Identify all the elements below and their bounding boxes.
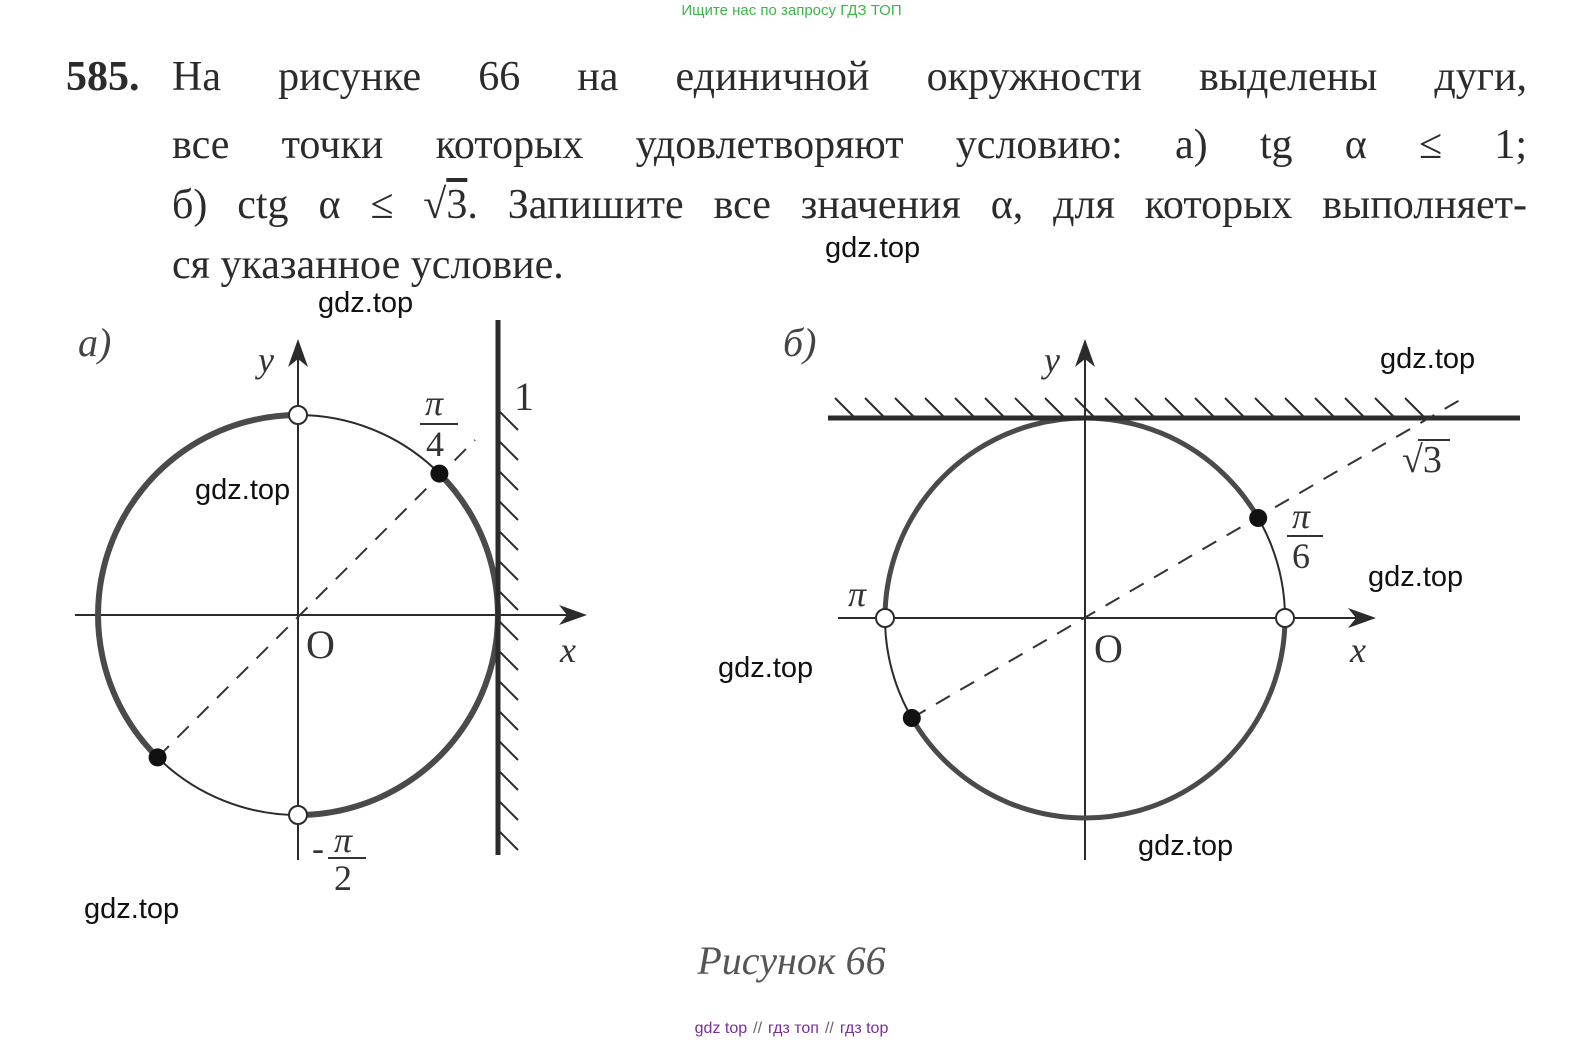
- figure-a-point-5pi4: [149, 748, 167, 766]
- figure-a-y-label: y: [258, 340, 274, 380]
- figure-a-pi4-num: π: [425, 383, 444, 423]
- figure-a-x-label: x: [560, 630, 576, 670]
- watermark: gdz.top: [84, 893, 180, 925]
- figure-b-pi6-den: 6: [1292, 536, 1310, 576]
- problem-line-3-c: . Запишите все значения α, для которых выполняет-: [467, 182, 1527, 228]
- watermark: gdz.top: [825, 232, 921, 264]
- watermark: gdz.top: [1368, 561, 1464, 593]
- problem-line-3-a: б) ctg α ≤ √: [172, 182, 447, 228]
- figure-caption: Рисунок 66: [697, 938, 886, 983]
- figure-a-minus: -: [312, 828, 324, 868]
- problem-line-4: ся указанное условие.: [172, 242, 564, 288]
- bottom-sep: //: [753, 1020, 763, 1037]
- figure-b-pi-label: π: [848, 574, 867, 614]
- figure-a: [75, 320, 583, 898]
- problem-number: 585.: [66, 54, 140, 100]
- figure-b-point-0: [1276, 609, 1294, 627]
- figure-b-arc-top: [885, 418, 1258, 618]
- figure-a-hatching: [498, 410, 518, 850]
- figure-a-point-bottom: [289, 806, 307, 824]
- watermark: gdz.top: [318, 287, 414, 319]
- figure-b-point-7pi6: [903, 709, 921, 727]
- top-banner[interactable]: Ищите нас по запросу ГДЗ ТОП: [681, 2, 902, 19]
- bottom-links: [0, 1018, 1583, 1040]
- problem-line-1: На рисунке 66 на единичной окружности выделены дуги,: [172, 54, 1527, 100]
- bottom-sep: //: [824, 1020, 834, 1037]
- figure-b-point-pi6: [1249, 509, 1267, 527]
- figure-b-label: б): [783, 320, 817, 365]
- problem-line-2: все точки которых удовлетворяют условию: а) tg α ≤ 1;: [172, 122, 1527, 168]
- figure-a-point-top: [289, 406, 307, 424]
- watermark: gdz.top: [195, 474, 291, 506]
- figure-a-origin: O: [306, 622, 335, 667]
- watermark: gdz.top: [1380, 343, 1476, 375]
- figure-b-pi6-num: π: [1292, 496, 1311, 536]
- figure-a-label: а): [78, 320, 112, 365]
- watermark: gdz.top: [718, 652, 814, 684]
- problem-line-3-b: 3: [446, 182, 468, 228]
- figure-a-arc-left: [98, 415, 298, 757]
- figure-b-hatching: [835, 398, 1425, 418]
- bottom-link-3[interactable]: гдз top: [839, 1020, 889, 1037]
- bottom-link-1[interactable]: gdz top: [694, 1020, 748, 1037]
- bottom-link-2[interactable]: гдз топ: [768, 1020, 819, 1037]
- watermark: gdz.top: [1138, 830, 1234, 862]
- figure-a-line-label: 1: [514, 374, 534, 419]
- figure-b-origin: O: [1094, 626, 1123, 671]
- figure-b-point-pi: [876, 609, 894, 627]
- figure-a-pi4-den: 4: [426, 424, 444, 464]
- figure-a-pi2-num: π: [334, 820, 353, 860]
- figure-b-line-label: √3: [1402, 439, 1442, 481]
- figure-a-pi2-den: 2: [334, 858, 352, 898]
- figure-a-point-pi4: [430, 465, 448, 483]
- figure-b-x-label: x: [1350, 630, 1366, 670]
- figure-b-y-label: y: [1044, 340, 1060, 380]
